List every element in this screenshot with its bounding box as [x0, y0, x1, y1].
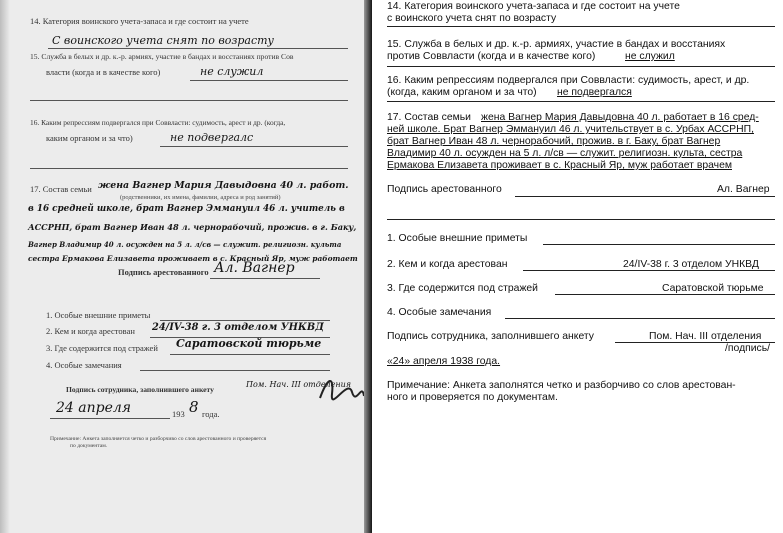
scan-q15-label-1: 15. Служба в белых и др. к.-р. армиях, участие в бандах и восстаниях против Сов: [30, 52, 294, 61]
scan-filler-label: Подпись сотрудника, заполнившего анкету: [66, 385, 214, 394]
q16-label-line1: 16. Каким репрессиям подвергался при Соввласти: судимость, арест, и др.: [387, 75, 750, 86]
scan-year-handwriting: 8: [189, 398, 199, 416]
p2-value: 24/IV-38 г. 3 отделом УНКВД: [623, 259, 759, 270]
scan-q16-handwriting: не подвергалс: [170, 131, 254, 144]
scan-filler-handwriting: Пом. Нач. III отделения: [246, 380, 352, 389]
q17-value-4: Владимир 40 л. осужден на 5 л. л/св — служит. религиозн. культа, сестра: [387, 148, 743, 159]
scan-date-handwriting: 24 апреля: [56, 400, 132, 416]
scan-sign-label: Подпись арестованного: [118, 267, 209, 277]
scan-filler-signature: [318, 372, 366, 409]
p3-label: 3. Где содержится под стражей: [387, 283, 538, 294]
q15-label-line2: против Соввласти (когда и в качестве кого): [387, 51, 596, 62]
scan-q17-hand-5: сестра Ермакова Елизавета проживает в с. Красный Яр, муж работает: [28, 254, 358, 263]
scan-p2-handwriting: 24/IV-38 г. 3 отделом УНКВД: [152, 322, 324, 333]
q17-value-1: жена Вагнер Мария Давыдовна 40 л. работает в 16 сред-: [481, 112, 759, 123]
scan-q17-hint: (родственники, их имена, фамилии, адреса и род занятий): [120, 194, 281, 201]
scan-q17-hand-2: в 16 средней школе, брат Вагнер Эммануил 46 л. учитель в: [28, 204, 345, 214]
scan-q15-handwriting: не служил: [200, 65, 264, 78]
scan-q14-handwriting: С воинского учета снят по возрасту: [52, 34, 274, 47]
q17-value-2: ней школе. Брат Вагнер Эммануил 46 л. учительствует в с. Урбах АССРНП,: [387, 124, 754, 135]
transcription-panel: [387, 0, 777, 533]
scan-q14-label: 14. Категория воинского учета-запаса и где состоит на учете: [30, 16, 249, 26]
scan-p3-label: 3. Где содержится под стражей: [46, 343, 158, 353]
scan-p3-handwriting: Саратовской тюрьме: [176, 337, 322, 350]
scan-q16-label-1: 16. Каким репрессиям подвергался при Соввласти: судимость, арест и др. (когда,: [30, 118, 286, 127]
p4-label: 4. Особые замечания: [387, 307, 492, 318]
note-line1: Примечание: Анкета заполнятся четко и разборчиво со слов арестован-: [387, 380, 736, 391]
filler-signature-caption: /подпись/: [725, 343, 771, 354]
q16-label-line2: (когда, каким органом и за что): [387, 87, 537, 98]
p2-label: 2. Кем и когда арестован: [387, 259, 508, 270]
scanned-form-image: [0, 0, 372, 533]
scan-q17-label: 17. Состав семьи: [30, 184, 92, 194]
scan-q16-label-2: каким органом и за что): [46, 133, 133, 143]
scan-note-1: Примечание: Анкета заполняется четко и разборчиво со слов арестованного и проверяется: [50, 436, 267, 442]
scan-p1-label: 1. Особые внешние приметы: [46, 310, 151, 320]
q17-value-3: брат Вагнер Иван 48 л. чернорабочий, прожив. в г. Баку, брат Вагнер: [387, 136, 721, 147]
scan-q17-hand-4: Вагнер Владимир 40 л. осужден на 5 л. л/св — служит. религиозн. культа: [28, 240, 342, 249]
q14-value: с воинского учета снят по возрасту: [387, 13, 557, 24]
filler-label: Подпись сотрудника, заполнившего анкету: [387, 331, 594, 342]
scan-q17-hand-1: жена Вагнер Мария Давыдовна 40 л. работ.: [98, 180, 349, 191]
scan-edge-shadow: [364, 0, 372, 533]
q15-label-line1: 15. Служба в белых и др. к.-р. армиях, участие в бандах и восстаниях: [387, 39, 726, 50]
q17-label: 17. Состав семьи: [387, 112, 471, 123]
scan-q17-hand-3: АССРНП, брат Вагнер Иван 48 л. чернорабочий, прожив. в г. Баку,: [28, 222, 357, 232]
scan-year-suffix: года.: [202, 409, 220, 419]
scan-p2-label: 2. Кем и когда арестован: [46, 326, 135, 336]
scan-sign-handwriting: Ал. Вагнер: [214, 260, 295, 276]
date-value: «24» апреля 1938 года.: [387, 356, 501, 367]
scan-p4-label: 4. Особые замечания: [46, 360, 122, 370]
sign-label: Подпись арестованного: [387, 184, 502, 195]
scan-year-printed: 193: [172, 409, 185, 419]
sign-value: Ал. Вагнер: [717, 184, 770, 195]
p1-label: 1. Особые внешние приметы: [387, 233, 528, 244]
q17-value-5: Ермакова Елизавета проживает в с. Красный Яр, муж работает врачем: [387, 160, 732, 171]
p3-value: Саратовской тюрьме: [662, 283, 764, 294]
filler-value: Пом. Нач. III отделения: [649, 331, 762, 342]
q14-label: 14. Категория воинского учета-запаса и где состоит на учете: [387, 1, 680, 12]
scan-fold-shadow: [0, 0, 10, 533]
note-line2: ного и проверяется по документам.: [387, 392, 558, 403]
q15-value: не служил: [625, 51, 675, 62]
scan-note-2: по документам.: [70, 443, 108, 449]
scan-q15-label-2: власти (когда и в качестве кого): [46, 67, 161, 77]
q16-value: не подвергался: [557, 87, 632, 98]
